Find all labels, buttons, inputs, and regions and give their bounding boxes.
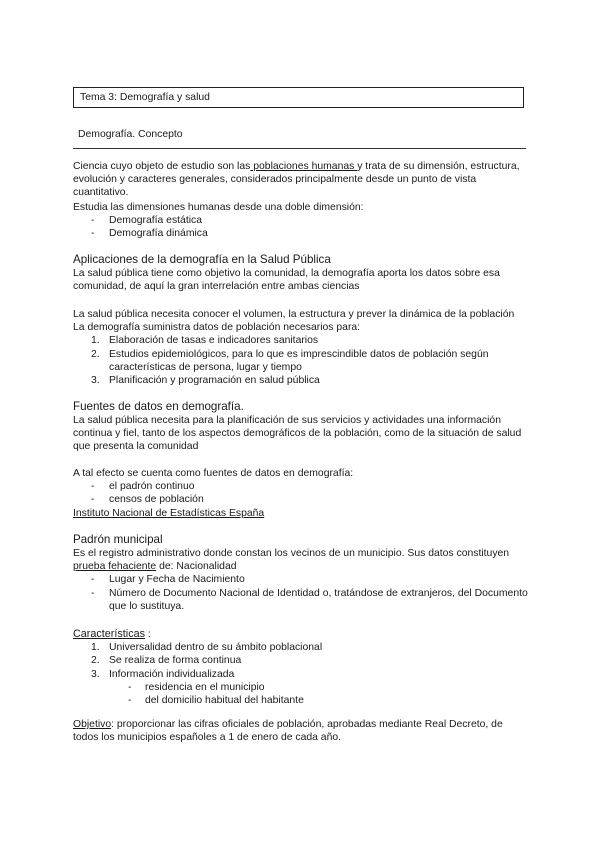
fuentes-paragraph-1: La salud pública necesita para la planificación de sus servicios y actividades una información continua y fiel, tanto de los aspectos demográficos de la población, como de la situación de salud que presenta la comunidad — [73, 415, 522, 453]
caracteristicas-heading[interactable]: Características — [73, 628, 145, 640]
aplicaciones-section-2 — [73, 308, 528, 387]
list-item: - Número de Documento Nacional de Identidad o, tratándose de extranjeros, del Documento que lo sustituya. — [73, 587, 528, 613]
aplicaciones-section — [73, 253, 528, 293]
caracteristicas-sublist — [73, 681, 528, 707]
list-item: - censos de población — [73, 493, 528, 506]
fuentes-section-2 — [73, 467, 528, 520]
intro-paragraph — [73, 160, 528, 200]
list-item: 1. Universalidad dentro de su ámbito poblacional — [91, 642, 323, 654]
objetivo-text: : proporcionar las cifras oficiales de población, aprobadas mediante Real Decreto, de todos los municipios españoles a 1 de enero de cada año. — [73, 719, 503, 744]
list-item: - residencia en el municipio — [73, 681, 528, 694]
list-item: 2. Estudios epidemiológicos, para lo que es imprescindible datos de población según características de persona, lugar y tiempo — [91, 348, 489, 373]
aplicaciones-heading: Aplicaciones de la demografía en la Salud Pública — [73, 253, 331, 266]
aplicaciones-paragraph-2: La salud pública necesita conocer el volumen, la estructura y prever la dinámica de la población La demografía suministra datos de población necesarios para: — [73, 309, 515, 334]
dimensions-block — [73, 201, 528, 241]
intro-link-poblaciones[interactable]: poblaciones humanas — [250, 161, 358, 172]
dimensions-list — [73, 214, 528, 240]
fuentes-paragraph-2: A tal efecto se cuenta como fuentes de datos en demografía: — [73, 468, 354, 479]
prueba-fehaciente-link[interactable]: prueba fehaciente — [73, 561, 157, 573]
list-item: - Demografía dinámica — [73, 227, 528, 240]
document-title-box — [73, 87, 524, 108]
list-item: - Lugar y Fecha de Nacimiento — [73, 573, 528, 586]
padron-paragraph: Es el registro administrativo donde constan los vecinos de un municipio. Sus datos constituyen prueba fehaciente de: Nacionalidad — [73, 548, 510, 573]
intro-text-end: y trata de su dimensión, estructura, evolución y caracteres generales, considerados principalmente desde un punto de vista cuantitativo. — [73, 161, 520, 199]
list-item: 1. Elaboración de tasas e indicadores sanitarios — [91, 335, 319, 347]
objetivo-label[interactable]: Objetivo — [73, 719, 112, 730]
list-item: - del domicilio habitual del habitante — [73, 694, 528, 707]
objetivo-paragraph — [73, 718, 528, 744]
padron-section — [73, 533, 528, 613]
padron-heading: Padrón municipal — [73, 533, 163, 546]
list-item: 3. Información individualizada — [91, 668, 235, 680]
list-item: - el padrón continuo — [73, 480, 528, 493]
dimensions-lead: Estudia las dimensiones humanas desde una doble dimensión: — [73, 202, 364, 213]
caracteristicas-list — [73, 641, 528, 681]
ine-link[interactable]: Instituto Nacional de Estadísticas España — [73, 507, 265, 519]
fuentes-list — [73, 480, 528, 506]
section-divider — [73, 148, 526, 149]
aplicaciones-paragraph-1: La salud pública tiene como objetivo la comunidad, la demografía aporta los datos sobre esa comunidad, de aquí la gran interrelación entre ambas ciencias — [73, 268, 500, 293]
document-title: Tema 3: Demografía y salud — [80, 92, 210, 103]
intro-text-start: Ciencia cuyo objeto de estudio son las — [73, 161, 251, 172]
caracteristicas-section: Características : 1. Universalidad dentro de su ámbito poblacional 2. Se realiza de forma continua 3. Información individualizada - residencia en el municipio - del domicilio habitual del habitante — [73, 627, 528, 707]
list-item: 2. Se realiza de forma continua — [91, 655, 242, 667]
fuentes-section — [73, 400, 528, 454]
fuentes-heading: Fuentes de datos en demografía. — [73, 400, 244, 413]
section-title: Demografía. Concepto — [78, 129, 183, 140]
list-item: - Demografía estática — [73, 214, 528, 227]
aplicaciones-list — [73, 334, 528, 387]
padron-list — [73, 573, 528, 613]
list-item: 3. Planificación y programación en salud pública — [91, 375, 320, 387]
